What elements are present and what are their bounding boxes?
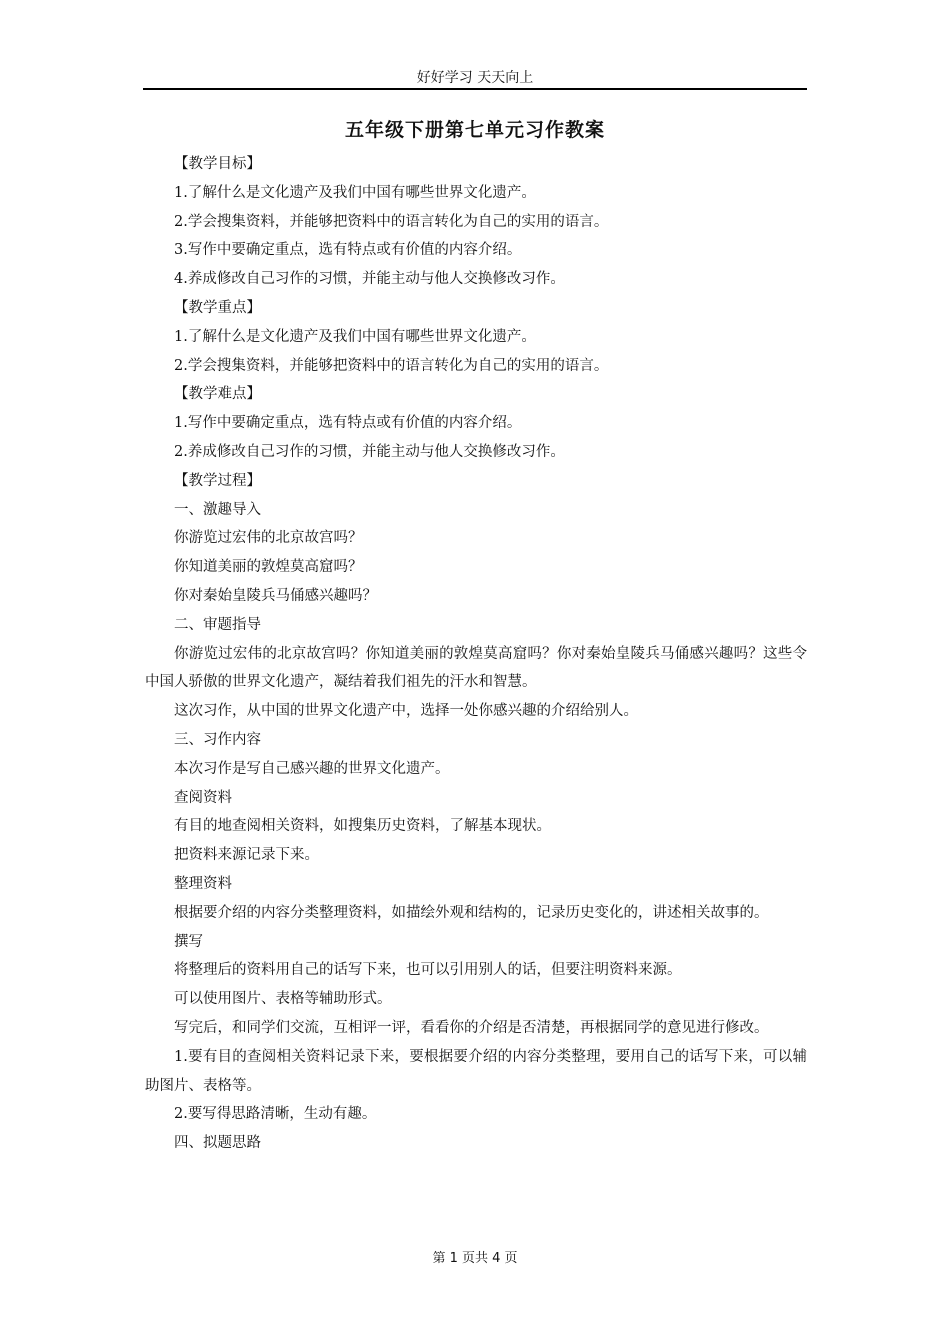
paragraph: 可以使用图片、表格等辅助形式。 bbox=[174, 991, 392, 1008]
paragraph: 2.要写得思路清晰，生动有趣。 bbox=[174, 1106, 377, 1123]
section-heading: 【教学目标】 bbox=[174, 156, 261, 172]
paragraph: 2.学会搜集资料，并能够把资料中的语言转化为自己的实用的语言。 bbox=[174, 357, 609, 374]
paragraph: 3.写作中要确定重点，选有特点或有价值的内容介绍。 bbox=[174, 242, 522, 259]
section-heading: 【教学难点】 bbox=[174, 386, 261, 403]
paragraph: 4.养成修改自己习作的习惯，并能主动与他人交换修改习作。 bbox=[174, 271, 565, 288]
paragraph: 1.写作中要确定重点，选有特点或有价值的内容介绍。 bbox=[174, 415, 522, 432]
paragraph: 这次习作，从中国的世界文化遗产中，选择一处你感兴趣的介绍给别人。 bbox=[174, 703, 638, 720]
paragraph: 你对秦始皇陵兵马俑感兴趣吗？ bbox=[174, 587, 377, 604]
paragraph: 查阅资料 bbox=[174, 789, 232, 806]
paragraph: 1.要有目的查阅相关资料记录下来，要根据要介绍的内容分类整理，要用自己的话写下来，可以辅助图片、表格等。 bbox=[145, 1048, 807, 1094]
paragraph: 你知道美丽的敦煌莫高窟吗？ bbox=[174, 559, 363, 576]
paragraph: 2.学会搜集资料，并能够把资料中的语言转化为自己的实用的语言。 bbox=[174, 213, 609, 230]
subsection-heading: 二、审题指导 bbox=[174, 616, 261, 633]
paragraph: 将整理后的资料用自己的话写下来，也可以引用别人的话，但要注明资料来源。 bbox=[174, 962, 682, 979]
paragraph: 撰写 bbox=[174, 933, 203, 950]
paragraph: 本次习作是写自己感兴趣的世界文化遗产。 bbox=[174, 760, 450, 777]
paragraph: 写完后，和同学们交流，互相评一评，看看你的介绍是否清楚，再根据同学的意见进行修改。 bbox=[174, 1019, 769, 1036]
subsection-heading: 三、习作内容 bbox=[174, 731, 261, 748]
section-heading: 【教学重点】 bbox=[174, 299, 261, 316]
paragraph: 1.了解什么是文化遗产及我们中国有哪些世界文化遗产。 bbox=[174, 184, 536, 201]
header-divider bbox=[143, 88, 807, 90]
document-title: 五年级下册第七单元习作教案 bbox=[344, 119, 605, 141]
subsection-heading: 一、激趣导入 bbox=[174, 501, 261, 518]
paragraph: 你游览过宏伟的北京故宫吗？ bbox=[174, 530, 363, 547]
paragraph: 整理资料 bbox=[174, 875, 232, 892]
paragraph: 把资料来源记录下来。 bbox=[174, 847, 319, 864]
page-header: 好好学习 天天向上 bbox=[416, 70, 534, 86]
paragraph: 有目的地查阅相关资料，如搜集历史资料，了解基本现状。 bbox=[174, 818, 551, 835]
paragraph: 2.养成修改自己习作的习惯，并能主动与他人交换修改习作。 bbox=[174, 443, 565, 460]
subsection-heading: 四、拟题思路 bbox=[174, 1135, 261, 1152]
paragraph: 你游览过宏伟的北京故宫吗？你知道美丽的敦煌莫高窟吗？你对秦始皇陵兵马俑感兴趣吗？这些令中国人骄傲的世界文化遗产，凝结着我们祖先的汗水和智慧。 bbox=[145, 645, 807, 691]
document-body bbox=[145, 150, 807, 1158]
paragraph: 根据要介绍的内容分类整理资料，如描绘外观和结构的，记录历史变化的，讲述相关故事的。 bbox=[174, 904, 769, 921]
section-heading: 【教学过程】 bbox=[174, 472, 261, 489]
page-footer: 第 1 页共 4 页 bbox=[432, 1251, 518, 1266]
paragraph: 1.了解什么是文化遗产及我们中国有哪些世界文化遗产。 bbox=[174, 328, 536, 345]
